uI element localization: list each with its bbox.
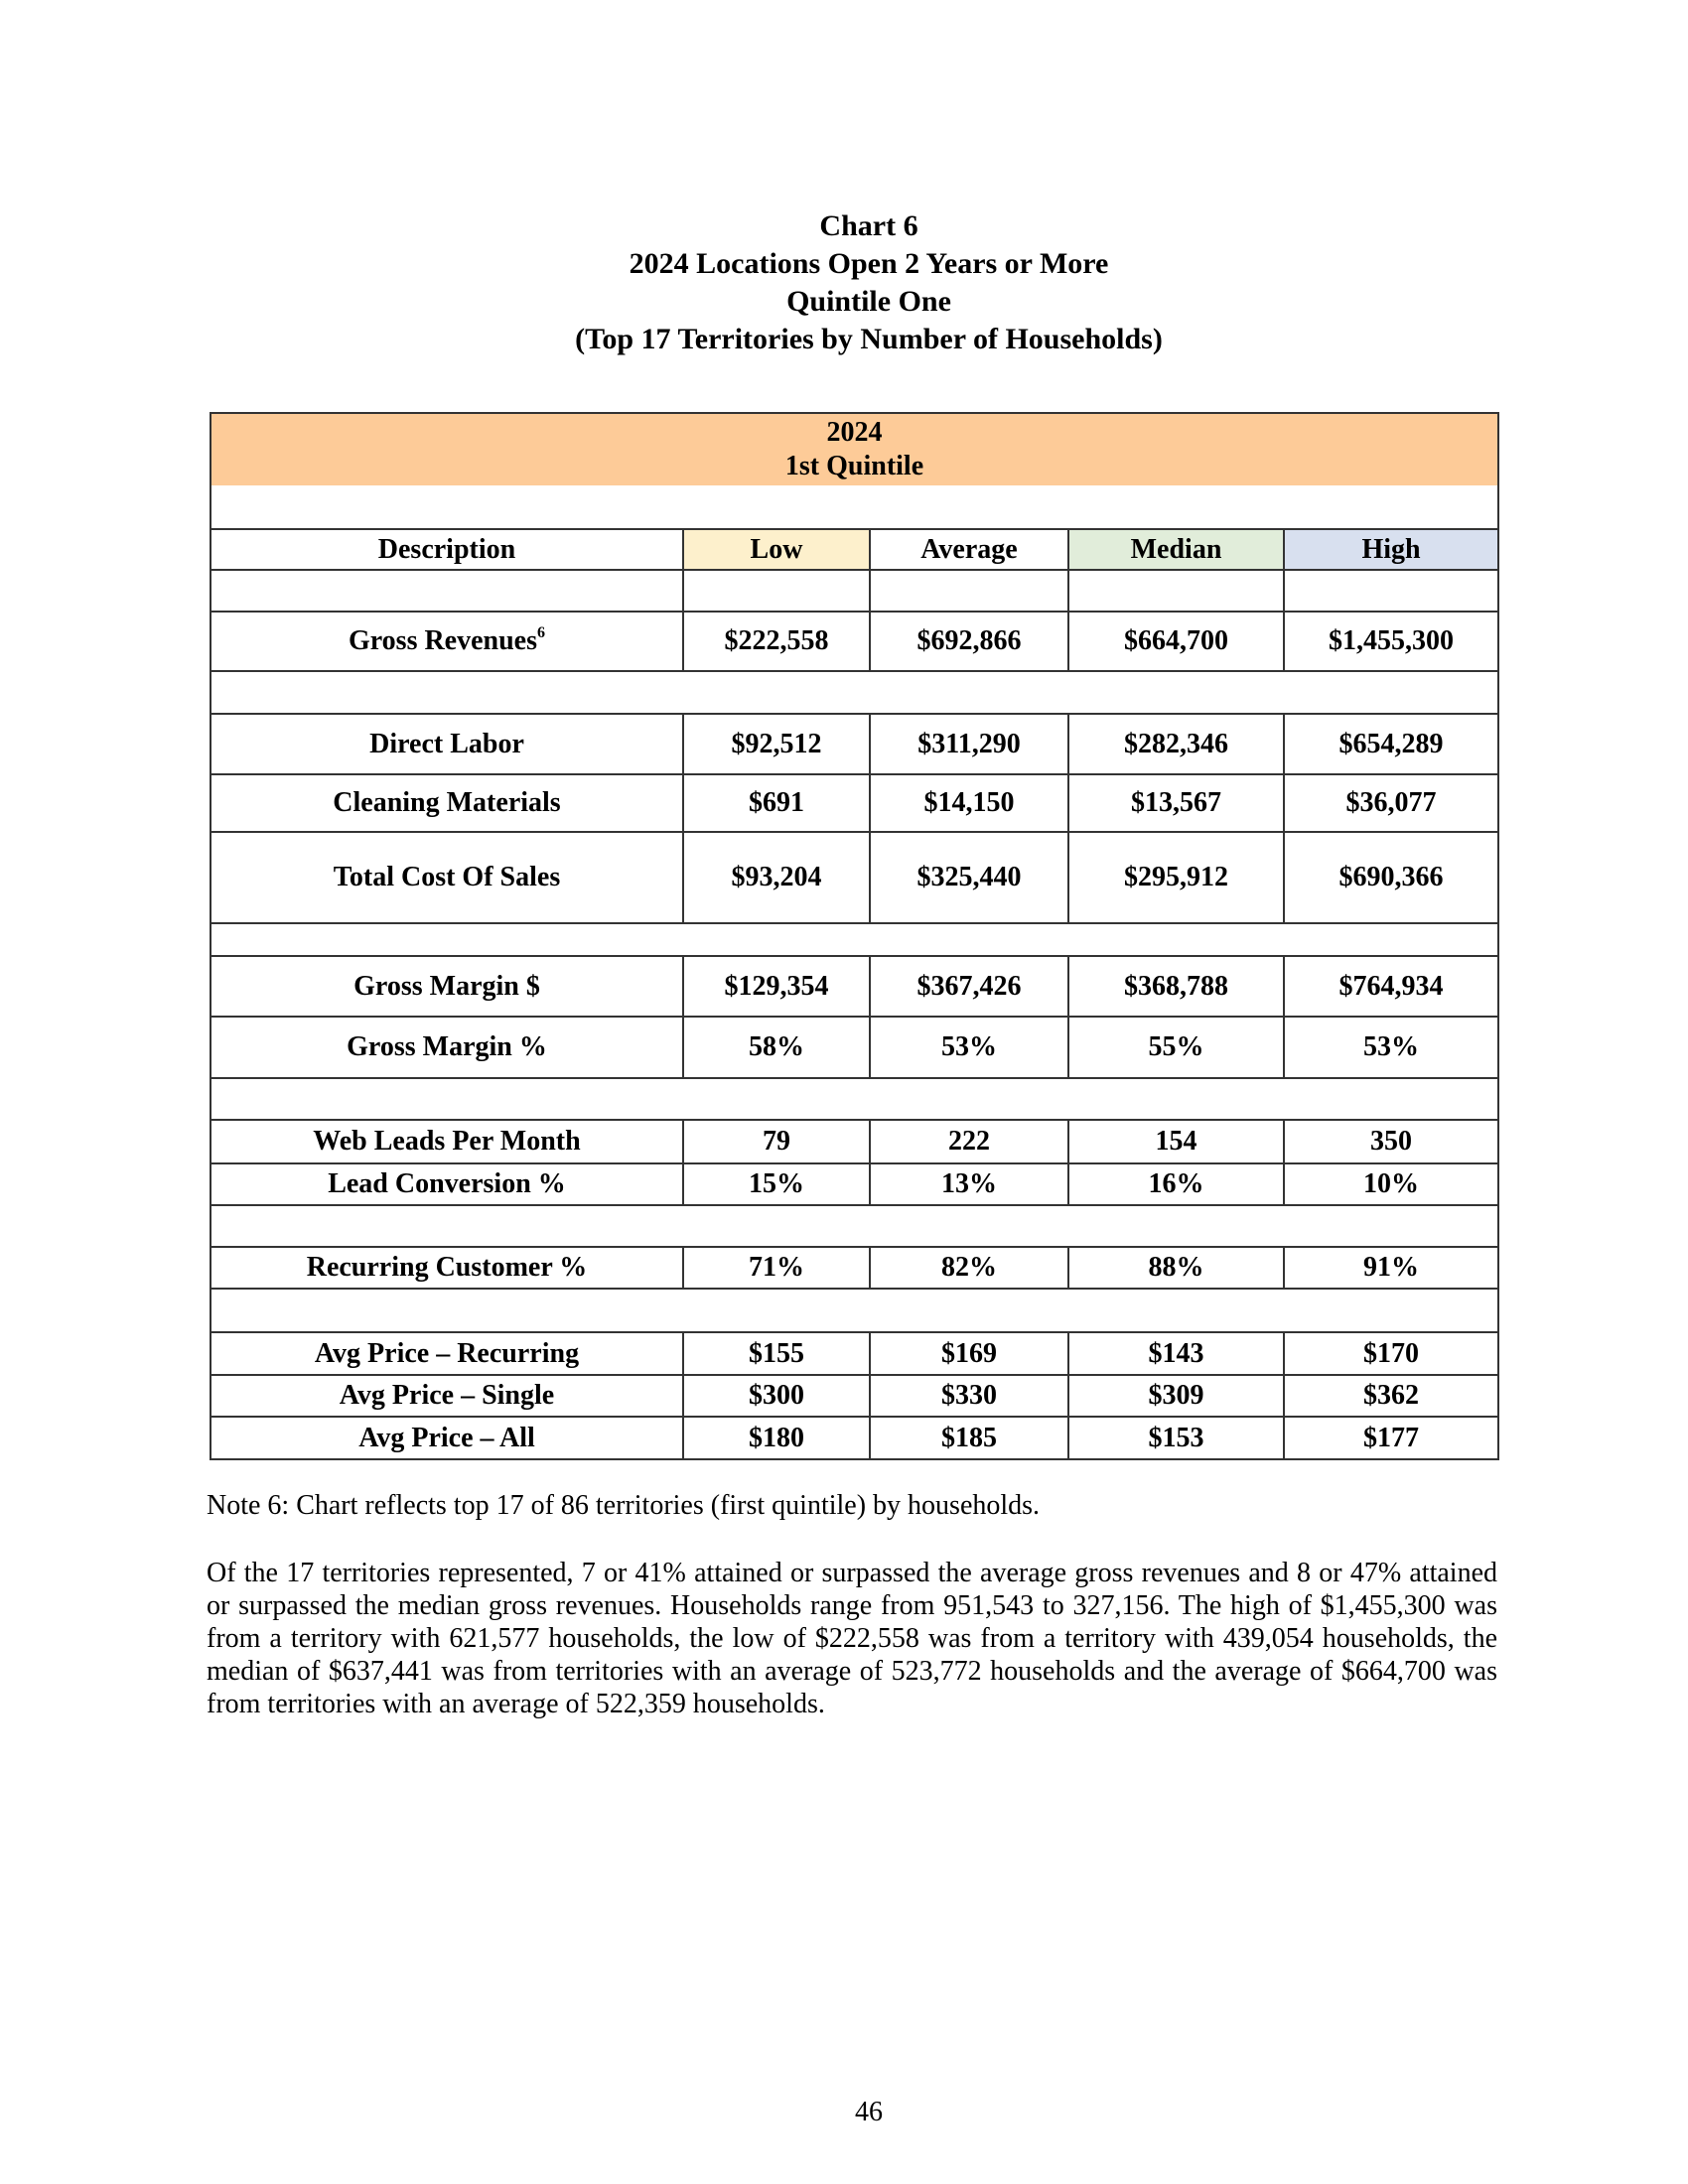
cell-low: 58% bbox=[683, 1017, 870, 1078]
cell-low: $222,558 bbox=[683, 612, 870, 671]
cell-high: $170 bbox=[1284, 1332, 1498, 1375]
table-row-direct-labor bbox=[211, 714, 1498, 774]
cell-median: $13,567 bbox=[1068, 774, 1284, 832]
table-row-cleaning-materials bbox=[211, 774, 1498, 832]
cell-average: $169 bbox=[870, 1332, 1068, 1375]
cell-high: $177 bbox=[1284, 1417, 1498, 1459]
cell-low: $691 bbox=[683, 774, 870, 832]
row-label: Lead Conversion % bbox=[211, 1163, 683, 1205]
cell-average: 53% bbox=[870, 1017, 1068, 1078]
cell-median: $368,788 bbox=[1068, 956, 1284, 1017]
footnote-marker: 6 bbox=[537, 624, 546, 641]
cell-average: 222 bbox=[870, 1120, 1068, 1163]
title-line-quintile: Quintile One bbox=[786, 285, 951, 318]
title-line-scope: (Top 17 Territories by Number of Households) bbox=[575, 323, 1163, 355]
spacer-row bbox=[211, 1078, 1498, 1120]
cell-average: $185 bbox=[870, 1417, 1068, 1459]
cell-high: $654,289 bbox=[1284, 714, 1498, 774]
cell-average: $14,150 bbox=[870, 774, 1068, 832]
cell-average: $330 bbox=[870, 1375, 1068, 1417]
band-row bbox=[211, 413, 1498, 485]
cell-low: $300 bbox=[683, 1375, 870, 1417]
table-row-lead-conversion bbox=[211, 1163, 1498, 1205]
title-line-chart-number: Chart 6 bbox=[819, 209, 918, 242]
cell-low: 79 bbox=[683, 1120, 870, 1163]
spacer-cell bbox=[211, 923, 1498, 956]
cell-low: $155 bbox=[683, 1332, 870, 1375]
spacer-cell bbox=[1068, 570, 1284, 612]
header-average: Average bbox=[870, 529, 1068, 570]
header-high: High bbox=[1284, 529, 1498, 570]
spacer-cell bbox=[683, 570, 870, 612]
column-header-row bbox=[211, 529, 1498, 570]
row-label: Gross Margin $ bbox=[211, 956, 683, 1017]
cell-median: $143 bbox=[1068, 1332, 1284, 1375]
spacer-row bbox=[211, 671, 1498, 714]
cell-median: $153 bbox=[1068, 1417, 1284, 1459]
cell-low: $129,354 bbox=[683, 956, 870, 1017]
spacer-row bbox=[211, 1205, 1498, 1247]
cell-median: $295,912 bbox=[1068, 832, 1284, 923]
table-row-recurring-customer bbox=[211, 1247, 1498, 1289]
cell-average: 82% bbox=[870, 1247, 1068, 1289]
table-row-gross-margin-pct bbox=[211, 1017, 1498, 1078]
row-label: Gross Margin % bbox=[211, 1017, 683, 1078]
cell-high: $362 bbox=[1284, 1375, 1498, 1417]
cell-high: $764,934 bbox=[1284, 956, 1498, 1017]
cell-median: 88% bbox=[1068, 1247, 1284, 1289]
spacer-cell bbox=[211, 671, 1498, 714]
spacer-row bbox=[211, 570, 1498, 612]
cell-average: $692,866 bbox=[870, 612, 1068, 671]
cell-high: $690,366 bbox=[1284, 832, 1498, 923]
cell-median: 154 bbox=[1068, 1120, 1284, 1163]
cell-high: 350 bbox=[1284, 1120, 1498, 1163]
summary-paragraph: Of the 17 territories represented, 7 or 41% attained or surpassed the average gross revenues and 8 or 47% attained or surpassed the median gross revenues. Households range from 951,543 to 327,156. The high of $1,455,300 was from a territory with 621,577 households, the low of $222,558 was from a territory with 439,054 households, the median of $637,441 was from territories with an average of 523,772 households and the average of $664,700 was from territories with an average of 522,359 households. bbox=[207, 1558, 1497, 1719]
page-number: 46 bbox=[855, 2097, 883, 2127]
quintile-table bbox=[210, 412, 1499, 1460]
chart-title bbox=[0, 207, 1688, 358]
spacer-cell bbox=[1284, 570, 1498, 612]
spacer-cell bbox=[211, 1078, 1498, 1120]
spacer-cell bbox=[211, 1289, 1498, 1332]
table-row-gross-revenues bbox=[211, 612, 1498, 671]
row-label: Total Cost Of Sales bbox=[211, 832, 683, 923]
table-row-web-leads bbox=[211, 1120, 1498, 1163]
spacer-cell bbox=[870, 570, 1068, 612]
band-spacer-row bbox=[211, 485, 1498, 529]
cell-low: 71% bbox=[683, 1247, 870, 1289]
cell-average: $311,290 bbox=[870, 714, 1068, 774]
table-row-avg-price-recurring bbox=[211, 1332, 1498, 1375]
title-line-subject: 2024 Locations Open 2 Years or More bbox=[629, 247, 1109, 280]
table-row-total-cost-of-sales bbox=[211, 832, 1498, 923]
row-label-text: Gross Revenues bbox=[348, 625, 538, 656]
cell-high: 91% bbox=[1284, 1247, 1498, 1289]
cell-average: $325,440 bbox=[870, 832, 1068, 923]
band-label: 1st Quintile bbox=[784, 451, 924, 481]
cell-high: $1,455,300 bbox=[1284, 612, 1498, 671]
header-low: Low bbox=[683, 529, 870, 570]
table-row-avg-price-single bbox=[211, 1375, 1498, 1417]
cell-low: 15% bbox=[683, 1163, 870, 1205]
row-label: Direct Labor bbox=[211, 714, 683, 774]
band-year: 2024 bbox=[826, 417, 883, 448]
table-row-gross-margin-dollars bbox=[211, 956, 1498, 1017]
cell-average: 13% bbox=[870, 1163, 1068, 1205]
cell-high: 53% bbox=[1284, 1017, 1498, 1078]
cell-high: $36,077 bbox=[1284, 774, 1498, 832]
cell-median: $664,700 bbox=[1068, 612, 1284, 671]
spacer-row bbox=[211, 1289, 1498, 1332]
cell-low: $93,204 bbox=[683, 832, 870, 923]
cell-median: 55% bbox=[1068, 1017, 1284, 1078]
cell-low: $180 bbox=[683, 1417, 870, 1459]
header-median: Median bbox=[1068, 529, 1284, 570]
band-header bbox=[211, 413, 1498, 485]
cell-low: $92,512 bbox=[683, 714, 870, 774]
cell-median: $309 bbox=[1068, 1375, 1284, 1417]
row-label: Avg Price – Single bbox=[211, 1375, 683, 1417]
table-row-avg-price-all bbox=[211, 1417, 1498, 1459]
row-label: Cleaning Materials bbox=[211, 774, 683, 832]
spacer-row bbox=[211, 923, 1498, 956]
row-label: Recurring Customer % bbox=[211, 1247, 683, 1289]
row-label: Web Leads Per Month bbox=[211, 1120, 683, 1163]
cell-median: 16% bbox=[1068, 1163, 1284, 1205]
spacer-cell bbox=[211, 1205, 1498, 1247]
cell-median: $282,346 bbox=[1068, 714, 1284, 774]
spacer-cell bbox=[211, 485, 1498, 529]
spacer-cell bbox=[211, 570, 683, 612]
cell-average: $367,426 bbox=[870, 956, 1068, 1017]
row-label bbox=[211, 612, 683, 671]
row-label: Avg Price – All bbox=[211, 1417, 683, 1459]
footnote-text: Note 6: Chart reflects top 17 of 86 territories (first quintile) by households. bbox=[207, 1490, 1041, 1521]
header-description: Description bbox=[211, 529, 683, 570]
row-label: Avg Price – Recurring bbox=[211, 1332, 683, 1375]
cell-high: 10% bbox=[1284, 1163, 1498, 1205]
